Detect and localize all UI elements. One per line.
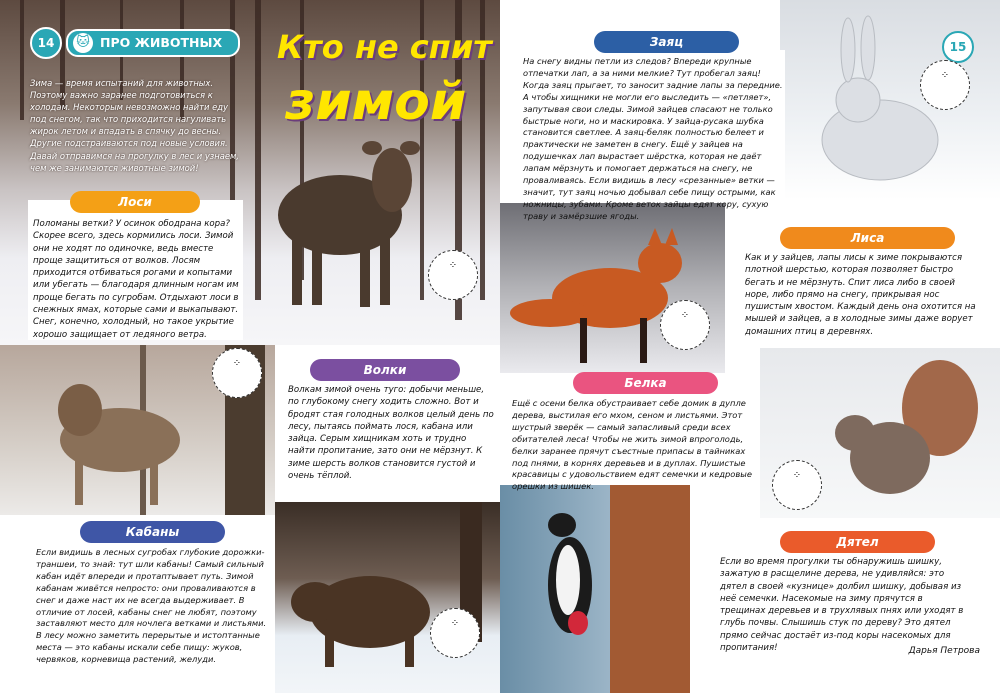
- boar-photo: [275, 502, 500, 693]
- wolves-title: Волки: [310, 359, 460, 381]
- hare-figure: [822, 16, 938, 180]
- fox-paw-tracks-icon: ⁘: [660, 300, 710, 350]
- fox-figure: [510, 228, 682, 363]
- elk-text: Поломаны ветки? У осинок ободрана кора? Скорее всего, здесь кормились лоси. Зимой они не ходят по одиночке, ведь вместе проще защититься от волков. Лосям приходится отбиваться рогами и копытами или убегать — благодаря длинным ногам им проще бегать по сугробам. Отдыхают лоси в снежных ямах, которые сами и выкапывают. Снег, конечно, холодный, но такое укрытие хорошо защищает от ледяного ветра.: [33, 219, 239, 340]
- woodpecker-figure: [548, 513, 592, 635]
- squirrel-text: Ещё с осени белка обустраивает себе домик в дупле дерева, выстилая его мхом, сеном и листьями. Этот шустрый зверёк — самый запасливый среди всех обитателей леса! Чтобы не жить зимой впроголодь, белки заранее прячут съестные припасы в тайниках под пнями, в корнях деревьев и в дуплах. Пушистые красавицы с удовольствием едят семечки и кедровые орешки из шишек.: [512, 398, 752, 492]
- wolf-paw-tracks-icon: ⁘: [212, 348, 262, 398]
- boars-title: Кабаны: [80, 521, 225, 543]
- rubric-badge: [66, 29, 240, 57]
- page-number-left: 14: [30, 27, 62, 59]
- hare-title: Заяц: [594, 31, 739, 53]
- hare-text: На снегу видны петли из следов? Впереди крупные отпечатки лап, а за ними мелкие? Тут пробегал заяц! Когда заяц прыгает, то заносит задние лапы за передние. А чтобы хищники не могли его выследить — «петляет», запутывая свои следы. Зимой зайцев спасают не только быстрые ноги, но и маскировка. У зайца-русака шубка становится светлее. А заяц-беляк полностью белеет и практически не заметен в снегу. Ещё у зайцев на подушечках лап вырастает шёрстка, которая не даёт лапам мёрзнуть и помогает держаться на снегу, не проваливаясь. Если видишь в лесу «срезанные» ветки — значит, тут заяц ночью добывал себе пищу острыми, как ножницы, зубами. Кроме веток зайцы едят кору, сухую траву и замёрзшие ягоды.: [523, 56, 783, 221]
- fox-text: Как и у зайцев, лапы лисы к зиме покрываются плотной шерстью, которая позволяет быстро бегать и не мёрзнуть. Спит лиса либо в своей норе, либо прямо на снегу, прикрывая нос пушистым хвостом. Каждый день она охотится на мышей и зайцев, а в холодные зимы даже ворует домашних птиц в деревнях.: [745, 253, 976, 337]
- intro-text: Зима — время испытаний для животных. Поэтому важно заранее подготовиться к холодам. Некоторым невозможно найти еду под снегом, так что приходится нагуливать жирок летом и впадать в спячку до весны. Другие подстраиваются под новые условия. Давай отправимся на прогулку в лес и узнаем, чем же занимаются животные зимой!: [30, 78, 239, 173]
- elk-title: Лоси: [70, 191, 200, 213]
- squirrel-figure: [835, 360, 978, 494]
- hare-paw-tracks-icon: ⁘: [920, 60, 970, 110]
- woodpecker-title: Дятел: [780, 531, 935, 553]
- boar-paw-tracks-icon: ⁘: [430, 608, 480, 658]
- page-number-right: 15: [942, 31, 974, 63]
- fox-title: Лиса: [780, 227, 955, 249]
- boar-figure: [291, 576, 430, 667]
- author-name: Дарья Петрова: [908, 646, 980, 656]
- woodpecker-text: Если во время прогулки ты обнаружишь шишку, зажатую в расщелине дерева, не удивляйся: это дятел в своей «кузнице» долбил шишку, добывая из неё семечки. Насекомые на зиму прячутся в трещинах деревьев и в трухлявых пнях или уходят в глубь почвы. Слышишь стук по дереву? Это дятел прямо сейчас достаёт из-под коры насекомых для пропитания!: [720, 557, 964, 654]
- squirrel-title: Белка: [573, 372, 718, 394]
- wolf-figure: [58, 384, 180, 505]
- elk-figure: [278, 141, 420, 307]
- elk-paw-tracks-icon: ⁘: [428, 250, 478, 300]
- boars-text: Если видишь в лесных сугробах глубокие дорожки-траншеи, то знай: тут шли кабаны! Самый сильный кабан идёт впереди и протаптывает путь. Зимой кабанам живётся непросто: они проваливаются в снег и даже наст их не всегда выдерживает. В отличие от лосей, кабаны снег не любят, поэтому заставляют место для ночлега ветками и листьями. В лесу можно заметить перерытые и истоптанные места — это кабаны искали себе пищу: жуков, червяков, корневища растений, желуди.: [36, 547, 267, 665]
- rubric-label: ПРО ЖИВОТНЫХ: [100, 35, 223, 50]
- wolves-text: Волкам зимой очень туго: добычи меньше, по глубокому снегу ходить сложно. Вот и бродят стая голодных волков целый день по лесу, пытаясь поймать лося, кабана или зайца. Серым хищникам хоть и трудно найти пропитание, зато они не мёрзнут. К зиме шерсть волков становится густой и очень тёплой.: [288, 385, 494, 482]
- squirrel-paw-tracks-icon: ⁘: [772, 460, 822, 510]
- page-title-line1: Кто не спит: [277, 28, 492, 66]
- cat-icon: 🐱: [73, 33, 93, 53]
- page-title-line2: зимой: [285, 72, 467, 132]
- hare-photo: [780, 0, 1000, 200]
- woodpecker-photo: [500, 485, 690, 693]
